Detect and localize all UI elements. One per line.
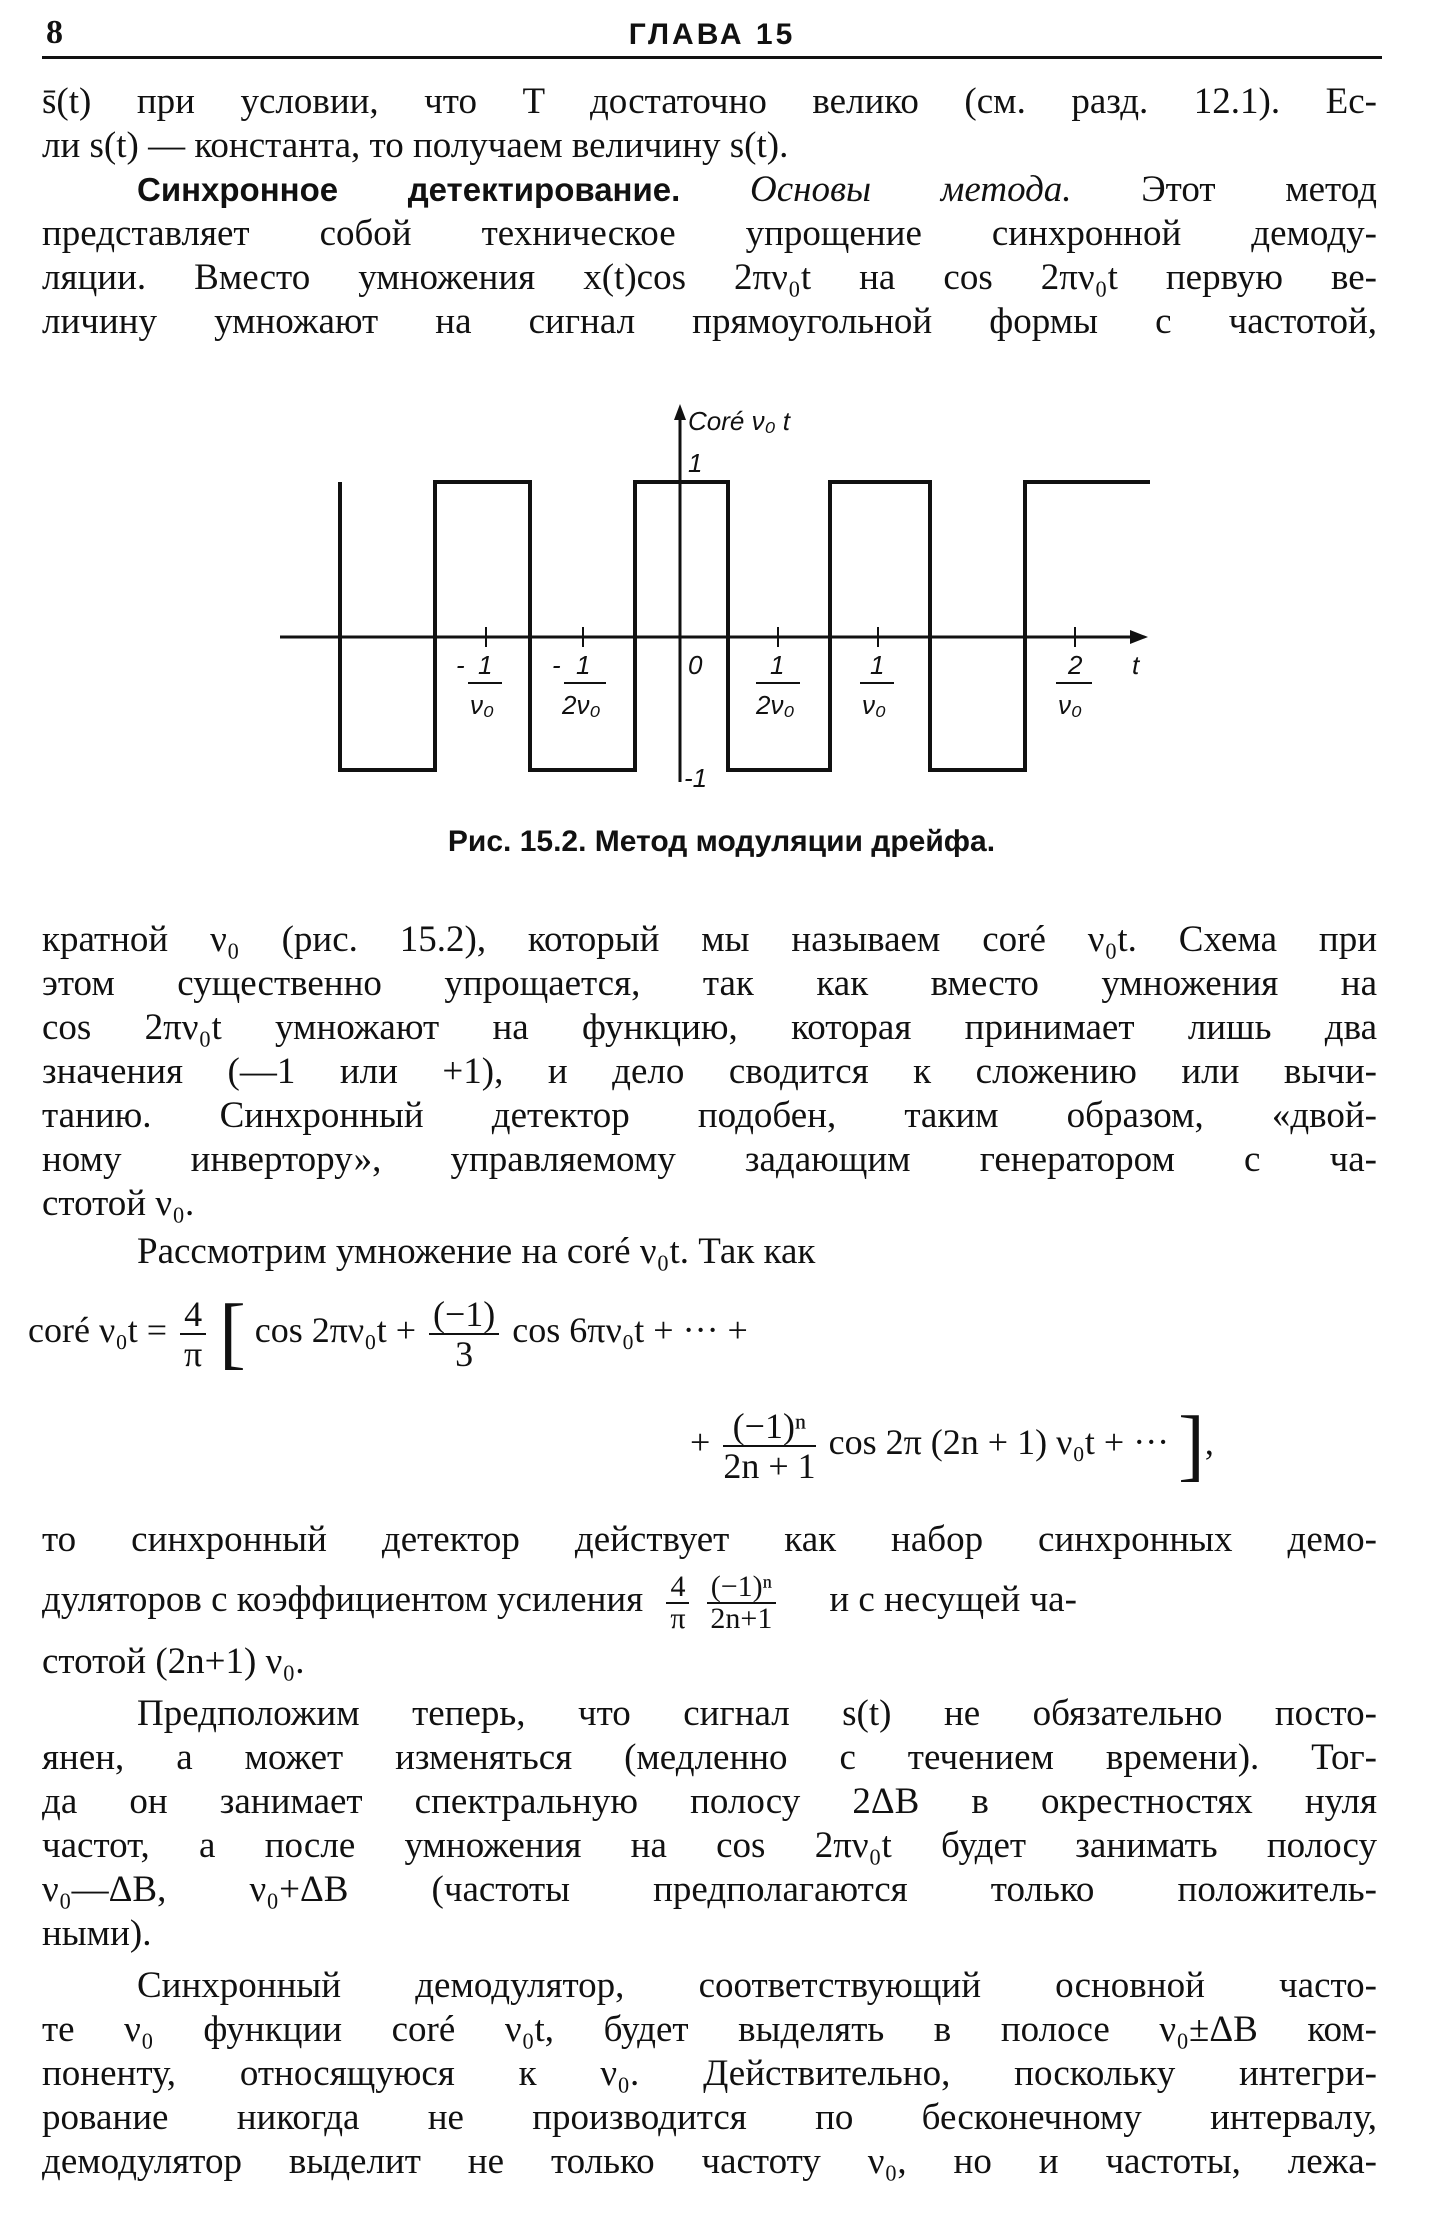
figure-square-wave — [270, 402, 1170, 792]
formula-term-2: cos 6πν₀t + ··· + — [512, 1309, 748, 1350]
formula-line-2 — [690, 1400, 1214, 1491]
text-line: рование никогда не производится по бесконечному интервалу, — [42, 2097, 1377, 2138]
svg-text:1: 1 — [478, 650, 493, 680]
svg-text:-: - — [456, 650, 465, 680]
formula-line-1 — [28, 1288, 748, 1379]
text-line: Предположим теперь, что сигнал s(t) не обязательно посто- — [137, 1693, 1377, 1734]
svg-text:1: 1 — [576, 650, 591, 680]
svg-text:ν₀: ν₀ — [1058, 690, 1082, 720]
page-number: 8 — [46, 14, 63, 51]
text-line: s̄(t) при условии, что T достаточно велико (см. разд. 12.1). Ес- — [42, 81, 1377, 122]
right-bracket: ] — [1178, 1401, 1205, 1489]
fraction-4-pi: $\frac{4}{\pi}$ — [180, 1295, 206, 1373]
text-line: представляет собой техническое упрощение синхронной демоду- — [42, 213, 1377, 254]
formula-comma: , — [1204, 1421, 1214, 1462]
svg-text:ν₀: ν₀ — [862, 690, 886, 720]
figure-caption: Рис. 15.2. Метод модуляции дрейфа. — [447, 825, 996, 858]
text-line: стотой ν₀. — [42, 1183, 195, 1224]
svg-text:1: 1 — [870, 650, 885, 680]
svg-text:2ν₀: 2ν₀ — [756, 690, 795, 720]
tick-label-neg-1-over-nu — [456, 650, 502, 720]
text-line: те ν₀ функции coré ν₀t, будет выделять в полосе ν₀±ΔB ком- — [42, 2009, 1377, 2050]
text-line: кратной ν₀ (рис. 15.2), который мы называем coré ν₀t. Схема при — [42, 919, 1377, 960]
text-line: демодулятор выделит не только частоту ν₀, но и частоты, лежа- — [42, 2141, 1377, 2182]
text-fragment: и с несущей ча- — [829, 1579, 1077, 1620]
y-tick-pos: 1 — [688, 448, 703, 478]
gain-line — [42, 1565, 1377, 1635]
x-axis-label: t — [1132, 650, 1140, 680]
paragraph-lead — [42, 168, 1377, 212]
text-fragment: Этот метод — [1141, 169, 1377, 210]
text-line: Рассмотрим умножение на coré ν₀t. Так как — [137, 1231, 816, 1272]
svg-text:2: 2 — [1068, 650, 1083, 680]
text-line: да он занимает спектральную полосу 2ΔB в окрестностях нуля — [42, 1781, 1377, 1822]
svg-text:ν₀: ν₀ — [470, 690, 494, 720]
fraction-minus1-3: $\frac{(-1)}{3}$ — [429, 1295, 499, 1373]
running-title: ГЛАВА 15 — [628, 18, 796, 51]
fraction-minus1n-small: $\frac{\text{(−1)ⁿ}}{2n+1}$ — [707, 1572, 776, 1634]
y-axis-arrow — [674, 404, 686, 420]
svg-text:2ν₀: 2ν₀ — [562, 690, 601, 720]
text-line: то синхронный детектор действует как набор синхронных демо- — [42, 1519, 1377, 1560]
square-wave-diagram — [270, 402, 1170, 792]
text-line: танию. Синхронный детектор подобен, таким образом, «двой- — [42, 1095, 1377, 1136]
text-line: ляции. Вместо умножения x(t)cos 2πν₀t на cos 2πν₀t первую ве- — [42, 257, 1377, 298]
text-line: Синхронный демодулятор, соответствующий основной часто- — [137, 1965, 1377, 2006]
tick-label-1-over-2nu — [755, 650, 800, 720]
text-fragment: дуляторов с коэффициентом усиления — [42, 1579, 644, 1620]
formula-term-3: cos 2π (2n + 1) ν₀t + ··· — [828, 1421, 1170, 1462]
text-line: поненту, относящуюся к ν₀. Действительно, поскольку интегри- — [42, 2053, 1377, 2094]
fraction-4-pi-small: $\frac{4}{\pi}$ — [666, 1572, 689, 1634]
subheading: Основы метода. — [750, 169, 1072, 210]
text-line: личину умножают на сигнал прямоугольной формы с частотой, — [42, 301, 1377, 342]
text-line: этом существенно упрощается, так как вместо умножения на — [42, 963, 1377, 1004]
formula-plus: + — [690, 1421, 711, 1462]
page-header — [42, 12, 1382, 59]
origin-label: 0 — [688, 650, 703, 680]
square-wave — [340, 482, 1150, 770]
left-bracket: [ — [219, 1289, 246, 1377]
text-line: ному инвертору», управляемому задающим генератором с ча- — [42, 1139, 1377, 1180]
text-line: значения (—1 или +1), и дело сводится к сложению или вычи- — [42, 1051, 1377, 1092]
section-heading: Синхронное детектирование. — [137, 171, 681, 208]
formula-lhs: coré ν₀t = — [28, 1309, 168, 1350]
text-line: ν₀—ΔB, ν₀+ΔB (частоты предполагаются только положитель- — [42, 1869, 1377, 1910]
y-tick-neg: -1 — [684, 763, 708, 792]
fraction-minus1n-2n1: $\frac{\text{(−1)ⁿ}}{2n + 1}$ — [723, 1405, 816, 1486]
svg-text:-: - — [552, 650, 561, 680]
x-axis-arrow — [1130, 630, 1148, 644]
tick-label-1-over-nu — [860, 650, 894, 720]
text-line: частот, а после умножения на cos 2πν₀t будет занимать полосу — [42, 1825, 1377, 1866]
text-line: ли s(t) — константа, то получаем величину s(t). — [42, 125, 789, 166]
tick-label-2-over-nu — [1056, 650, 1092, 720]
y-axis-label: Coré ν₀ t — [688, 406, 790, 436]
tick-label-neg-1-over-2nu — [552, 650, 606, 720]
text-line: янен, а может изменяться (медленно с течением времени). Тог- — [42, 1737, 1377, 1778]
text-line: cos 2πν₀t умножают на функцию, которая принимает лишь два — [42, 1007, 1377, 1048]
text-line: стотой (2n+1) ν₀. — [42, 1641, 305, 1682]
text-line: ными). — [42, 1913, 152, 1954]
formula-term-1: cos 2πν₀t + — [254, 1309, 417, 1350]
svg-text:1: 1 — [770, 650, 785, 680]
